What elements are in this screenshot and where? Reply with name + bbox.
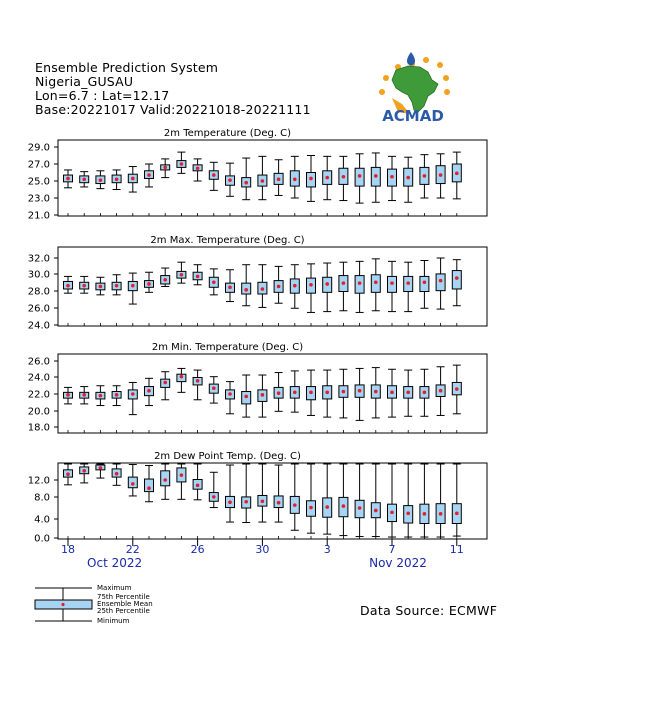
- mean-dot: [455, 387, 459, 391]
- box-day-15: [290, 464, 299, 530]
- mean-dot: [423, 280, 427, 284]
- mean-dot: [99, 394, 103, 398]
- mean-dot: [342, 504, 346, 508]
- x-month-label: Oct 2022: [87, 556, 143, 570]
- mean-dot: [325, 391, 329, 395]
- mean-dot: [423, 174, 427, 178]
- title-line-coords: Lon=6.7 : Lat=12.17: [35, 88, 170, 103]
- box-day-12: [242, 158, 251, 200]
- box-day-8: [177, 368, 186, 392]
- mean-dot: [115, 472, 119, 476]
- mean-dot: [131, 284, 135, 288]
- box-day-19: [355, 464, 364, 537]
- box-day-25: [452, 152, 461, 199]
- mean-dot: [212, 495, 216, 499]
- box-day-1: [64, 170, 73, 188]
- box-day-5: [128, 273, 137, 304]
- y-tick-label: 28.0: [27, 286, 50, 298]
- mean-dot: [309, 506, 313, 510]
- y-tick-label: 24.0: [27, 320, 50, 332]
- mean-dot: [325, 282, 329, 286]
- box-day-20: [371, 368, 380, 418]
- y-tick-label: 20.0: [27, 406, 50, 418]
- y-tick-label: 22.0: [27, 389, 50, 401]
- mean-dot: [293, 503, 297, 507]
- box-day-20: [371, 464, 380, 537]
- legend-p75-label: 75th Percentile: [97, 593, 150, 601]
- legend: [35, 584, 153, 625]
- box-day-23: [420, 155, 429, 198]
- y-tick-label: 29.0: [27, 142, 50, 154]
- mean-dot: [163, 278, 167, 282]
- y-tick-label: 26.0: [27, 356, 50, 368]
- box-day-10: [209, 162, 218, 190]
- box-day-21: [388, 261, 397, 311]
- mean-dot: [309, 177, 313, 181]
- box-day-17: [323, 263, 332, 312]
- box-day-4: [112, 275, 121, 295]
- box-day-8: [177, 262, 186, 283]
- mean-dot: [374, 390, 378, 394]
- mean-dot: [309, 391, 313, 395]
- y-tick-label: 8.0: [34, 492, 50, 504]
- mean-dot: [163, 381, 167, 385]
- mean-dot: [358, 506, 362, 510]
- box-day-14: [274, 465, 283, 522]
- box-day-11: [226, 382, 235, 414]
- y-tick-label: 18.0: [27, 422, 50, 434]
- panel-4: [28, 451, 487, 545]
- box-day-18: [339, 464, 348, 536]
- box-day-23: [420, 464, 429, 537]
- box-day-11: [226, 163, 235, 196]
- mean-dot: [406, 512, 410, 516]
- mean-dot: [99, 285, 103, 289]
- mean-dot: [293, 284, 297, 288]
- box-day-13: [258, 265, 267, 308]
- box-day-10: [209, 377, 218, 403]
- box-day-22: [404, 464, 413, 537]
- mean-dot: [99, 178, 103, 182]
- mean-dot: [439, 279, 443, 283]
- mean-dot: [423, 391, 427, 395]
- mean-dot: [342, 175, 346, 179]
- mean-dot: [261, 179, 265, 183]
- box-day-25: [452, 365, 461, 414]
- mean-dot: [82, 469, 86, 473]
- box-day-3: [96, 171, 105, 189]
- box-day-7: [161, 372, 170, 400]
- mean-dot: [180, 473, 184, 477]
- box-day-13: [258, 156, 267, 199]
- mean-dot: [390, 281, 394, 285]
- mean-dot: [228, 286, 232, 290]
- panel-title: 2m Min. Temperature (Deg. C): [151, 342, 304, 353]
- mean-dot: [277, 285, 281, 289]
- mean-dot: [358, 174, 362, 178]
- box-day-11: [226, 270, 235, 302]
- box-day-18: [339, 369, 348, 418]
- y-tick-label: 21.0: [27, 210, 50, 222]
- panel-title: 2m Max. Temperature (Deg. C): [150, 235, 305, 246]
- y-tick-label: 32.0: [27, 253, 50, 265]
- panel-title: 2m Temperature (Deg. C): [163, 128, 292, 139]
- box-day-12: [242, 375, 251, 417]
- mean-dot: [196, 166, 200, 170]
- mean-dot: [455, 512, 459, 516]
- box-day-9: [193, 464, 202, 500]
- box-day-22: [404, 370, 413, 416]
- box-day-12: [242, 464, 251, 523]
- x-tick-label: 22: [125, 543, 140, 556]
- box-day-13: [258, 375, 267, 417]
- box-day-5: [128, 167, 137, 193]
- box-day-24: [436, 154, 445, 198]
- box-day-16: [307, 370, 316, 415]
- x-month-label: Nov 2022: [369, 556, 427, 570]
- mean-dot: [82, 284, 86, 288]
- box-day-6: [145, 164, 154, 187]
- box-day-23: [420, 369, 429, 416]
- mean-dot: [115, 284, 119, 288]
- box-day-9: [193, 159, 202, 181]
- box-day-13: [258, 464, 267, 522]
- box-day-15: [290, 371, 299, 412]
- legend-mean-dot: [61, 603, 64, 606]
- box-day-5: [128, 465, 137, 496]
- mean-dot: [325, 176, 329, 180]
- box-day-9: [193, 370, 202, 400]
- mean-dot: [131, 482, 135, 486]
- mean-dot: [163, 478, 167, 482]
- logo-text: ACMAD: [382, 107, 444, 125]
- box-day-1: [64, 464, 73, 485]
- y-tick-label: 30.0: [27, 269, 50, 281]
- x-tick-label: 30: [255, 543, 270, 556]
- box-day-2: [80, 276, 89, 293]
- box-day-4: [112, 464, 121, 485]
- x-tick-label: 18: [61, 543, 75, 556]
- panel-1: [28, 128, 487, 222]
- mean-dot: [99, 466, 103, 470]
- mean-dot: [163, 166, 167, 170]
- x-tick-label: 26: [190, 543, 205, 556]
- y-tick-label: 26.0: [27, 303, 50, 315]
- box-day-25: [452, 464, 461, 536]
- y-tick-label: 27.0: [27, 159, 50, 171]
- box-day-21: [388, 156, 397, 200]
- mean-dot: [66, 284, 70, 288]
- box-day-20: [371, 153, 380, 202]
- mean-dot: [390, 175, 394, 179]
- mean-dot: [406, 391, 410, 395]
- box-day-6: [145, 272, 154, 292]
- box-day-21: [388, 369, 397, 417]
- box-day-16: [307, 464, 316, 533]
- box-day-19: [355, 368, 364, 420]
- box-day-18: [339, 156, 348, 200]
- mean-dot: [180, 273, 184, 277]
- box-day-25: [452, 260, 461, 306]
- mean-dot: [455, 172, 459, 176]
- box-day-11: [226, 465, 235, 522]
- mean-dot: [358, 389, 362, 393]
- legend-mean-label: Ensemble Mean: [97, 600, 153, 608]
- box-day-3: [96, 386, 105, 406]
- y-tick-label: 24.0: [27, 372, 50, 384]
- mean-dot: [196, 275, 200, 279]
- mean-dot: [325, 505, 329, 509]
- box-day-12: [242, 265, 251, 306]
- title-line-system: Ensemble Prediction System: [35, 60, 219, 75]
- legend-max-label: Maximum: [97, 584, 132, 592]
- mean-dot: [212, 280, 216, 284]
- data-source-label: Data Source: ECMWF: [360, 603, 498, 618]
- mean-dot: [147, 173, 151, 177]
- mean-dot: [131, 177, 135, 181]
- mean-dot: [66, 177, 70, 181]
- mean-dot: [180, 375, 184, 379]
- box-day-2: [80, 172, 89, 187]
- box-day-23: [420, 261, 429, 309]
- box-day-6: [145, 466, 154, 502]
- box-day-16: [307, 264, 316, 313]
- mean-dot: [342, 390, 346, 394]
- mean-dot: [406, 281, 410, 285]
- mean-dot: [390, 391, 394, 395]
- box-day-20: [371, 259, 380, 311]
- mean-dot: [277, 501, 281, 505]
- mean-dot: [309, 283, 313, 287]
- mean-dot: [439, 512, 443, 516]
- box-day-4: [112, 170, 121, 190]
- box-day-7: [161, 464, 170, 499]
- box-day-1: [64, 387, 73, 404]
- box-day-8: [177, 464, 186, 499]
- box-day-21: [388, 464, 397, 537]
- mean-dot: [228, 178, 232, 182]
- mean-dot: [342, 281, 346, 285]
- box-day-6: [145, 378, 154, 405]
- mean-dot: [212, 386, 216, 390]
- mean-dot: [439, 173, 443, 177]
- mean-dot: [82, 178, 86, 182]
- mean-dot: [180, 162, 184, 166]
- mean-dot: [390, 511, 394, 515]
- mean-dot: [406, 176, 410, 180]
- box-day-9: [193, 265, 202, 285]
- legend-p25-label: 25th Percentile: [97, 607, 150, 615]
- box-day-24: [436, 367, 445, 416]
- mean-dot: [261, 393, 265, 397]
- mean-dot: [374, 280, 378, 284]
- title-line-dates: Base:20221017 Valid:20221018-20221111: [35, 102, 311, 117]
- box-day-15: [290, 156, 299, 198]
- y-tick-label: 23.0: [27, 193, 50, 205]
- y-tick-label: 25.0: [27, 176, 50, 188]
- mean-dot: [131, 392, 135, 396]
- box-day-3: [96, 464, 105, 478]
- mean-dot: [196, 484, 200, 488]
- mean-dot: [147, 486, 151, 490]
- acmad-logo: [379, 52, 450, 125]
- panel-title: 2m Dew Point Temp. (Deg. C): [154, 451, 301, 462]
- panel-frame: [58, 463, 487, 539]
- x-tick-label: 11: [449, 543, 464, 556]
- box-day-7: [161, 159, 170, 178]
- box-day-1: [64, 276, 73, 293]
- mean-dot: [244, 288, 248, 292]
- x-tick-label: 7: [388, 543, 396, 556]
- mean-dot: [455, 276, 459, 280]
- box-day-4: [112, 386, 121, 406]
- mean-dot: [115, 178, 119, 182]
- mean-dot: [147, 389, 151, 393]
- mean-dot: [228, 500, 232, 504]
- box-day-15: [290, 265, 299, 309]
- mean-dot: [439, 389, 443, 393]
- mean-dot: [358, 281, 362, 285]
- y-tick-label: 12.0: [27, 475, 50, 487]
- mean-dot: [66, 472, 70, 476]
- box-day-2: [80, 464, 89, 483]
- box-day-7: [161, 268, 170, 286]
- mean-dot: [82, 393, 86, 397]
- mean-dot: [66, 393, 70, 397]
- box-day-24: [436, 258, 445, 309]
- mean-dot: [277, 178, 281, 182]
- box-day-17: [323, 156, 332, 199]
- mean-dot: [244, 181, 248, 185]
- box-day-19: [355, 154, 364, 203]
- box-day-5: [128, 382, 137, 414]
- y-tick-label: 0.0: [34, 533, 50, 545]
- mean-dot: [293, 391, 297, 395]
- box-day-16: [307, 156, 316, 202]
- box-day-10: [209, 269, 218, 295]
- mean-dot: [115, 393, 119, 397]
- box-day-14: [274, 160, 283, 196]
- mean-dot: [423, 512, 427, 516]
- box-day-10: [209, 472, 218, 507]
- box-day-17: [323, 370, 332, 417]
- legend-min-label: Minimum: [97, 617, 130, 625]
- mean-dot: [147, 282, 151, 286]
- mean-dot: [212, 173, 216, 177]
- box-day-18: [339, 262, 348, 311]
- box-day-17: [323, 464, 332, 534]
- panel-3: [28, 342, 487, 434]
- y-tick-label: 4.0: [34, 514, 50, 526]
- box-day-14: [274, 373, 283, 412]
- box-day-8: [177, 152, 186, 173]
- panel-2: [28, 235, 487, 332]
- box-day-3: [96, 277, 105, 295]
- mean-dot: [261, 499, 265, 503]
- box-day-24: [436, 464, 445, 537]
- water-drop-icon: [407, 52, 415, 66]
- mean-dot: [293, 178, 297, 182]
- x-tick-label: 3: [323, 543, 331, 556]
- box-day-2: [80, 387, 89, 404]
- mean-dot: [244, 395, 248, 399]
- mean-dot: [261, 287, 265, 291]
- mean-dot: [277, 391, 281, 395]
- mean-dot: [244, 500, 248, 504]
- box-day-22: [404, 157, 413, 202]
- title-line-station: Nigeria_GUSAU: [35, 74, 134, 89]
- mean-dot: [196, 379, 200, 383]
- box-day-22: [404, 262, 413, 311]
- mean-dot: [374, 174, 378, 178]
- mean-dot: [374, 509, 378, 513]
- mean-dot: [228, 392, 232, 396]
- box-day-19: [355, 261, 364, 312]
- box-day-14: [274, 266, 283, 303]
